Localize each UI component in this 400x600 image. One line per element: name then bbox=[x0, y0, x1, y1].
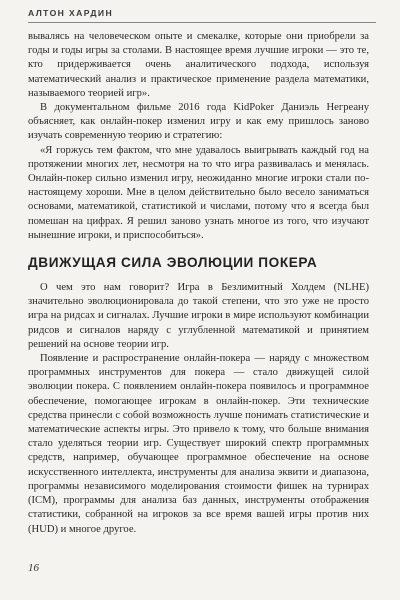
quote-paragraph: «Я горжусь тем фактом, что мне удавалось выигрывать каждый год на протяжении многих лет, несмотря на то что игра развивалась и менялась. Онлайн-покер сильно изменил игру, неожиданно многие игроки стали по-настоящему хороши. Мне в целом действительно было весело заниматься основами, математикой, статистикой и числами, потому что я всегда был помешан на цифрах. Я решил заново узнать многое из того, что изучают нынешние игроки, и приспособиться». bbox=[28, 144, 369, 241]
section-heading: ДВИЖУЩАЯ СИЛА ЭВОЛЮЦИИ ПОКЕРА bbox=[28, 255, 318, 271]
section-paragraph-2: Появление и распространение онлайн-покера — наряду с множеством программных инструментов для покера — стало движущей силой эволюции покера. С появлением онлайн-покера появилось и программное обеспечение, помогающее игрокам в онлайн-покер. Эти технические средства принесли с собой возможность лучше понимать статистические и математические аспекты игры. Это привело к тому, что больше внимания стало уделяться теории игр. Существует широкий спектр программных средств, например, обучающее программное обеспечение на основе искусственного интеллекта, инструменты для анализа эквити и диапазона, программы независимого моделирования стоимости фишек на турнирах (ICM), программы для анализа баз данных, инструменты отображения статистики, собранной на игроков за все время вашей игры против них (HUD) и многое другое. bbox=[28, 353, 369, 535]
documentary-paragraph: В документальном фильме 2016 года KidPoker Даниэль Негреану объясняет, как онлайн-покер изменил игру и как ему пришлось заново изучать современную теорию и стратегию: bbox=[28, 102, 369, 142]
intro-paragraph: вывалясь на человеческом опыте и смекалке, которые они приобрели за годы и годы игры за столами. В настоящее время лучшие игроки — это те, кто придерживается очень аналитического подхода, используя математический анализ и практическое применение раздела математики, называемого теорией игр». bbox=[28, 31, 369, 99]
body-text bbox=[28, 30, 369, 537]
header-rule bbox=[28, 22, 376, 23]
section-paragraph-1: О чем это нам говорит? Игра в Безлимитный Холдем (NLHE) значительно эволюционировала до такой степени, что это уже не просто игра на ридсах и сигналах. Лучшие игроки в мире используют комбинации ридсов и сигналов наряду с углубленной математикой и принятием решений на основе теории игр. bbox=[28, 282, 369, 350]
page-number: 16 bbox=[28, 562, 39, 574]
running-head: АЛТОН ХАРДИН bbox=[28, 8, 114, 18]
